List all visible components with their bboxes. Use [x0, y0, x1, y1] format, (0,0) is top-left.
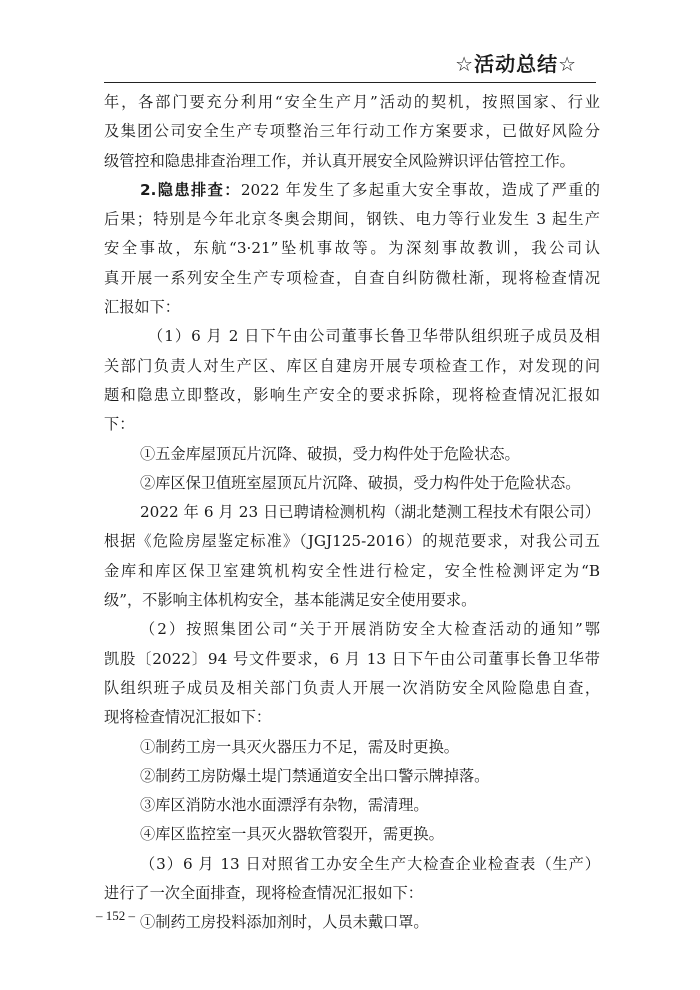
text-line: 2022 年 6 月 23 日已聘请检测机构（湖北楚测工程技术有限公司）	[140, 503, 600, 522]
list-item: ①五金库屋顶瓦片沉降、破损，受力构件处于危险状态。	[140, 444, 520, 463]
text-line: 后果；特别是今年北京冬奥会期间，钢铁、电力等行业发生 3 起生产	[104, 210, 600, 229]
text-span: 2022 年发生了多起重大安全事故，造成了严重的	[240, 180, 600, 199]
list-item: ④库区监控室一具灭火器软管裂开，需更换。	[140, 825, 444, 844]
text-line: 进行了一次全面排查，现将检查情况汇报如下：	[104, 884, 423, 903]
text-line: （3）6 月 13 日对照省工办安全生产大检查企业检查表（生产）	[140, 854, 600, 873]
list-item: ③库区消防水池水面漂浮有杂物，需清理。	[140, 796, 429, 815]
text-line: （1）6 月 2 日下午由公司董事长鲁卫华带队组织班子成员及相	[148, 327, 600, 346]
text-line: 安全事故，东航“3·21”坠机事故等。为深刻事故教训，我公司认	[104, 239, 600, 258]
page-header-title: ☆活动总结☆	[455, 52, 577, 76]
text-line: 及集团公司安全生产专项整治三年行动工作方案要求，已做好风险分	[104, 122, 600, 141]
page-number: – 152 –	[96, 908, 135, 923]
list-item: ①制药工房投料添加剂时，人员未戴口罩。	[140, 913, 429, 932]
document-body	[104, 88, 600, 938]
section-heading: 2.隐患排查：	[140, 180, 241, 199]
text-line: （2）按照集团公司“关于开展消防安全大检查活动的通知”鄂	[140, 620, 600, 639]
text-line: 年，各部门要充分利用“安全生产月”活动的契机，按照国家、行业	[104, 93, 600, 111]
text-line: 题和隐患立即整改，影响生产安全的要求拆除，现将检查情况汇报如	[104, 385, 600, 404]
list-item: ①制药工房一具灭火器压力不足，需及时更换。	[140, 737, 459, 756]
text-line: 现将检查情况汇报如下：	[104, 708, 272, 727]
text-line: 金库和库区保卫室建筑机构安全性进行检定，安全性检测评定为“B	[104, 561, 600, 580]
text-line: 汇报如下：	[104, 298, 180, 317]
text-line: 凯股〔2022〕94 号文件要求，6 月 13 日下午由公司董事长鲁卫华带	[104, 649, 600, 668]
list-item: ②制药工房防爆土堤门禁通道安全出口警示牌掉落。	[140, 766, 490, 785]
text-line: 真开展一系列安全生产专项检查，自查自纠防微杜渐，现将检查情况	[104, 268, 600, 287]
text-line: 级”，不影响主体机构安全，基本能满足安全使用要求。	[104, 591, 477, 610]
list-item: ②库区保卫值班室屋顶瓦片沉降、破损，受力构件处于危险状态。	[140, 473, 581, 492]
text-line: 根据《危险房屋鉴定标准》（JGJ125-2016）的规范要求，对我公司五	[104, 532, 600, 551]
header-divider	[104, 82, 596, 83]
text-line: 队组织班子成员及相关部门负责人开展一次消防安全风险隐患自查，	[104, 678, 600, 697]
text-line: 关部门负责人对生产区、库区自建房开展专项检查工作，对发现的问	[104, 356, 600, 375]
text-line: 级管控和隐患排查治理工作，并认真开展安全风险辨识评估管控工作。	[104, 151, 575, 170]
text-line	[104, 176, 600, 205]
text-line: 下：	[104, 415, 135, 434]
